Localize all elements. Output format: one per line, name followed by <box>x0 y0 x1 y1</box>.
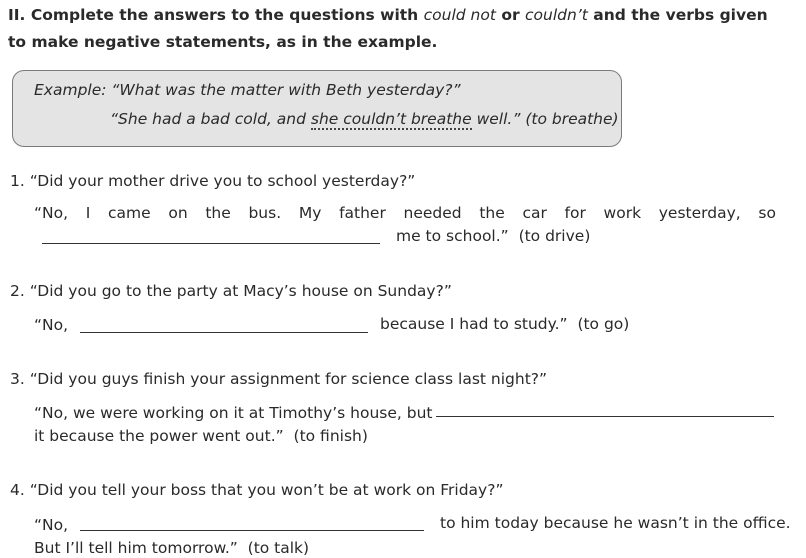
answer-blank-1[interactable] <box>42 243 380 244</box>
question-2: 2. “Did you go to the party at Macy’s house on Sunday?” <box>10 282 452 300</box>
answer-3-end: it because the power went out.” (to finish) <box>34 427 368 445</box>
answer-2-start: “No, <box>34 316 69 334</box>
answer-2-end: because I had to study.” (to go) <box>380 315 630 333</box>
question-1: 1. “Did your mother drive you to school yesterday?” <box>10 172 416 190</box>
example-verb: (to breathe) <box>525 110 619 128</box>
answer-blank-3[interactable] <box>436 416 774 417</box>
example-question: Example: “What was the matter with Beth yesterday?” <box>34 81 461 99</box>
answer-3-start: “No, we were working on it at Timothy’s house, but <box>34 404 433 422</box>
question-4: 4. “Did you tell your boss that you won’t be at work on Friday?” <box>10 481 504 499</box>
example-answer: “She had a bad cold, and she couldn’t breathe well.” (to breathe) <box>110 110 619 128</box>
answer-1-line-1: “No, I came on the bus. My father needed the car for work yesterday, so <box>34 204 776 222</box>
answer-4-start: “No, <box>34 516 69 534</box>
answer-blank-2[interactable] <box>80 332 368 333</box>
answer-blank-4[interactable] <box>80 530 424 531</box>
instructions: II. Complete the answers to the questions with could not or couldn’t and the verbs given to make negative statements, as in the example. <box>8 6 768 51</box>
answer-4-end: to him today because he wasn’t in the office. <box>440 514 791 532</box>
answer-4-line-2: But I’ll tell him tomorrow.” (to talk) <box>34 539 310 557</box>
question-3: 3. “Did you guys finish your assignment for science class last night?” <box>10 370 548 388</box>
answer-1-line-2: me to school.” (to drive) <box>396 227 591 245</box>
section-number: II. <box>8 6 26 24</box>
example-fill: she couldn’t breathe <box>310 110 472 128</box>
